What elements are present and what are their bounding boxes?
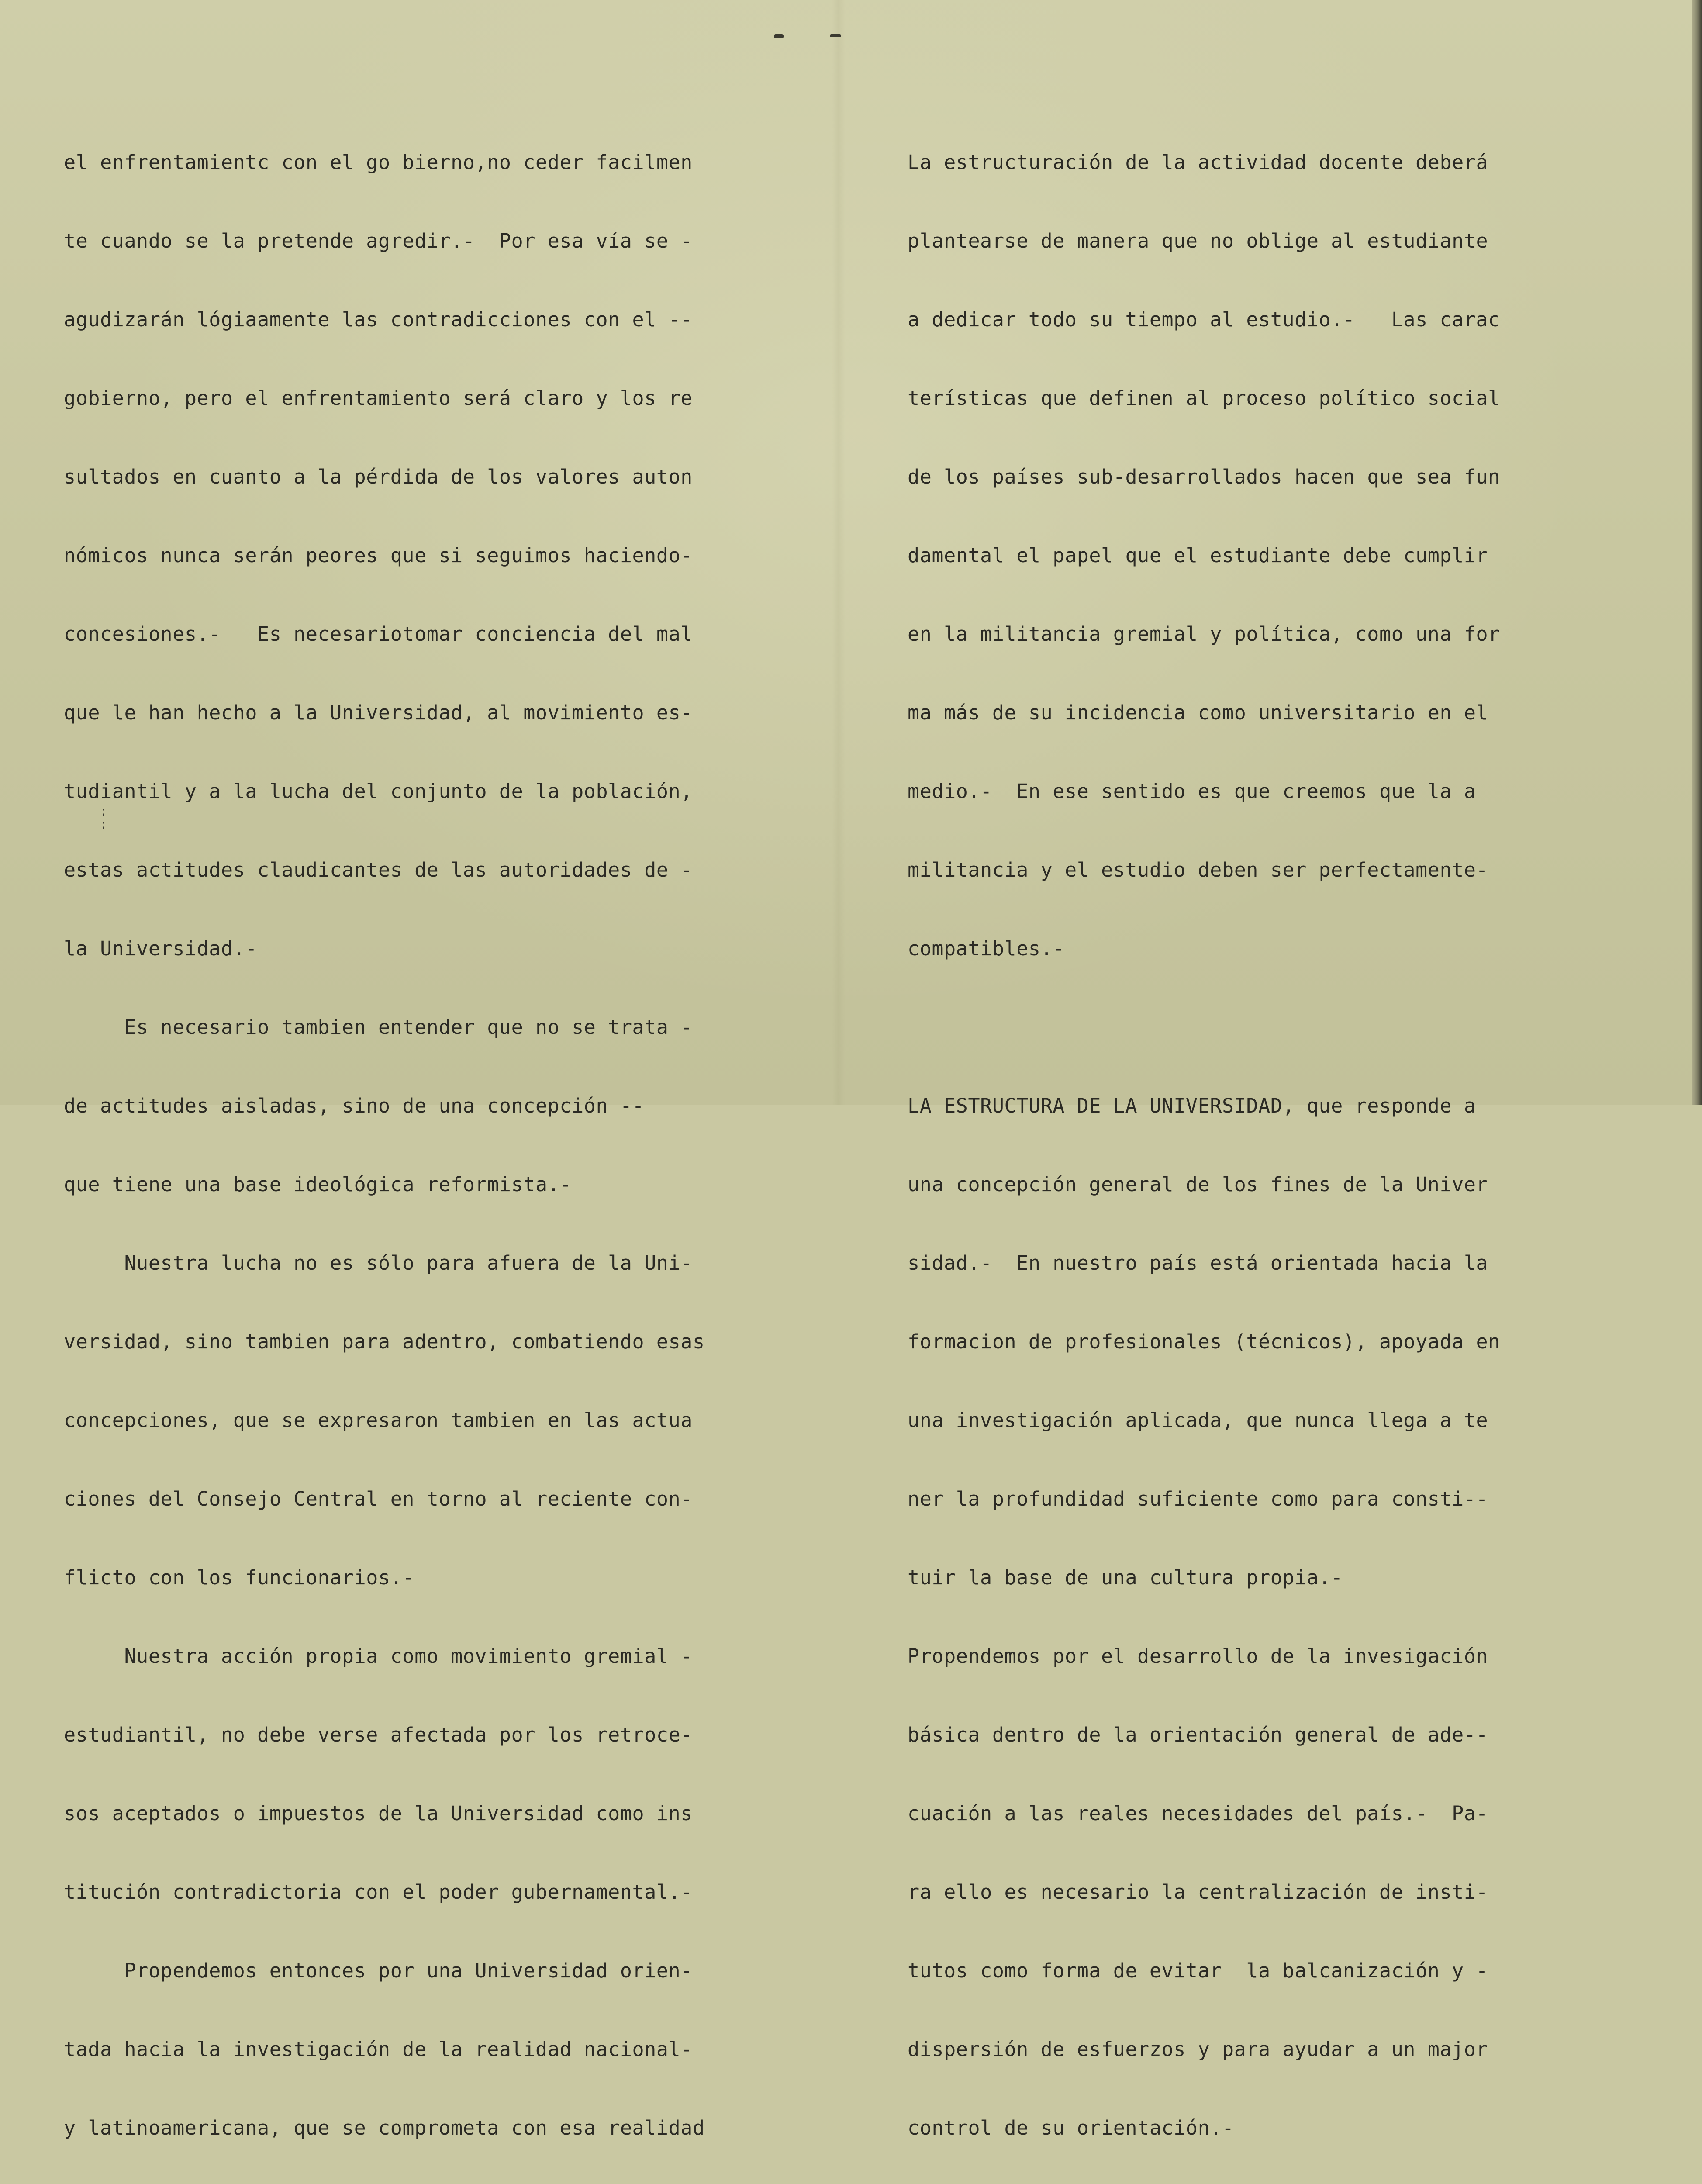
text-line: plantearse de manera que no oblige al estudiante [908,229,1488,252]
text-line: terísticas que definen al proceso político social [908,387,1500,410]
text-line: nómicos nunca serán peores que si seguimos haciendo- [64,544,693,567]
page-edge-shadow [1692,0,1702,1105]
text-line: la Universidad.- [64,937,258,960]
text-line: que le han hecho a la Universidad, al movimiento es- [64,701,693,724]
text-line: básica dentro de la orientación general de ade-- [908,1723,1488,1746]
text-line: Propendemos entonces por una Universidad orien- [64,1959,693,1982]
text-line: que tiene una base ideológica reformista.- [64,1173,572,1196]
text-line: de los países sub-desarrollados hacen que sea fun [908,465,1500,488]
text-line: ra ello es necesario la centralización de insti- [908,1880,1488,1904]
text-line: una concepción general de los fines de la Univer [908,1173,1488,1196]
text-line: agudizarán lógiaamente las contradicciones con el -- [64,308,693,331]
text-line: tada hacia la investigación de la realidad nacional- [64,2038,693,2061]
text-line: titución contradictoria con el poder gubernamental.- [64,1880,693,1904]
page-fold [832,0,845,1105]
text-line: y latinoamericana, que se comprometa con esa realidad [64,2116,705,2139]
text-line: medio.- En ese sentido es que creemos que la a [908,780,1476,803]
margin-marks: : : [100,804,108,832]
text-line: militancia y el estudio deben ser perfectamente- [908,858,1488,881]
text-line: tuir la base de una cultura propia.- [908,1566,1343,1589]
text-line: estas actitudes claudicantes de las autoridades de - [64,858,693,881]
text-line: de actitudes aisladas, sino de una concepción -- [64,1094,645,1117]
section-heading-line: LA ESTRUCTURA DE LA UNIVERSIDAD, que responde a [908,1094,1476,1117]
text-line: ciones del Consejo Central en torno al reciente con- [64,1487,693,1510]
text-line: Propendemos por el desarrollo de la invesigación [908,1645,1488,1668]
text-line: ma más de su incidencia como universitario en el [908,701,1488,724]
text-line: gobierno, pero el enfrentamiento será claro y los re [64,387,693,410]
text-line: Nuestra lucha no es sólo para afuera de la Uni- [64,1251,693,1275]
text-line: una investigación aplicada, que nunca llega a te [908,1409,1488,1432]
text-line: tudiantil y a la lucha del conjunto de la población, [64,780,693,803]
ink-speck [830,34,841,37]
text-line: control de su orientación.- [908,2116,1234,2139]
text-line: Nuestra acción propia como movimiento gremial - [64,1645,693,1668]
text-line: concesiones.- Es necesariotomar conciencia del mal [64,622,693,646]
text-line: flicto con los funcionarios.- [64,1566,415,1589]
text-line: sultados en cuanto a la pérdida de los valores auton [64,465,693,488]
text-line: a dedicar todo su tiempo al estudio.- Las carac [908,308,1500,331]
right-page-text [908,97,1512,2184]
text-line: en la militancia gremial y política, como una for [908,622,1500,646]
text-line: concepciones, que se expresaron tambien en las actua [64,1409,693,1432]
ink-speck [774,34,784,38]
text-line: estudiantil, no debe verse afectada por los retroce- [64,1723,693,1746]
text-line: ner la profundidad suficiente como para consti-- [908,1487,1488,1510]
text-line: sidad.- En nuestro país está orientada hacia la [908,1251,1488,1275]
text-line: damental el papel que el estudiante debe cumplir [908,544,1488,567]
text-line: compatibles.- [908,937,1065,960]
text-line: te cuando se la pretende agredir.- Por esa vía se - [64,229,693,252]
text-line: versidad, sino tambien para adentro, combatiendo esas [64,1330,705,1353]
text-line: sos aceptados o impuestos de la Universidad como ins [64,1802,693,1825]
text-line: tutos como forma de evitar la balcanización y - [908,1959,1488,1982]
text-line: cuación a las reales necesidades del país.- Pa- [908,1802,1488,1825]
left-page-text [64,97,705,2184]
text-line: Es necesario tambien entender que no se trata - [64,1016,693,1039]
text-line: La estructuración de la actividad docente deberá [908,151,1488,174]
text-line: formacion de profesionales (técnicos), apoyada en [908,1330,1500,1353]
text-line [908,1014,1512,1040]
text-line: dispersión de esfuerzos y para ayudar a un major [908,2038,1488,2061]
text-line: el enfrentamientc con el go bierno,no ceder facilmen [64,151,693,174]
